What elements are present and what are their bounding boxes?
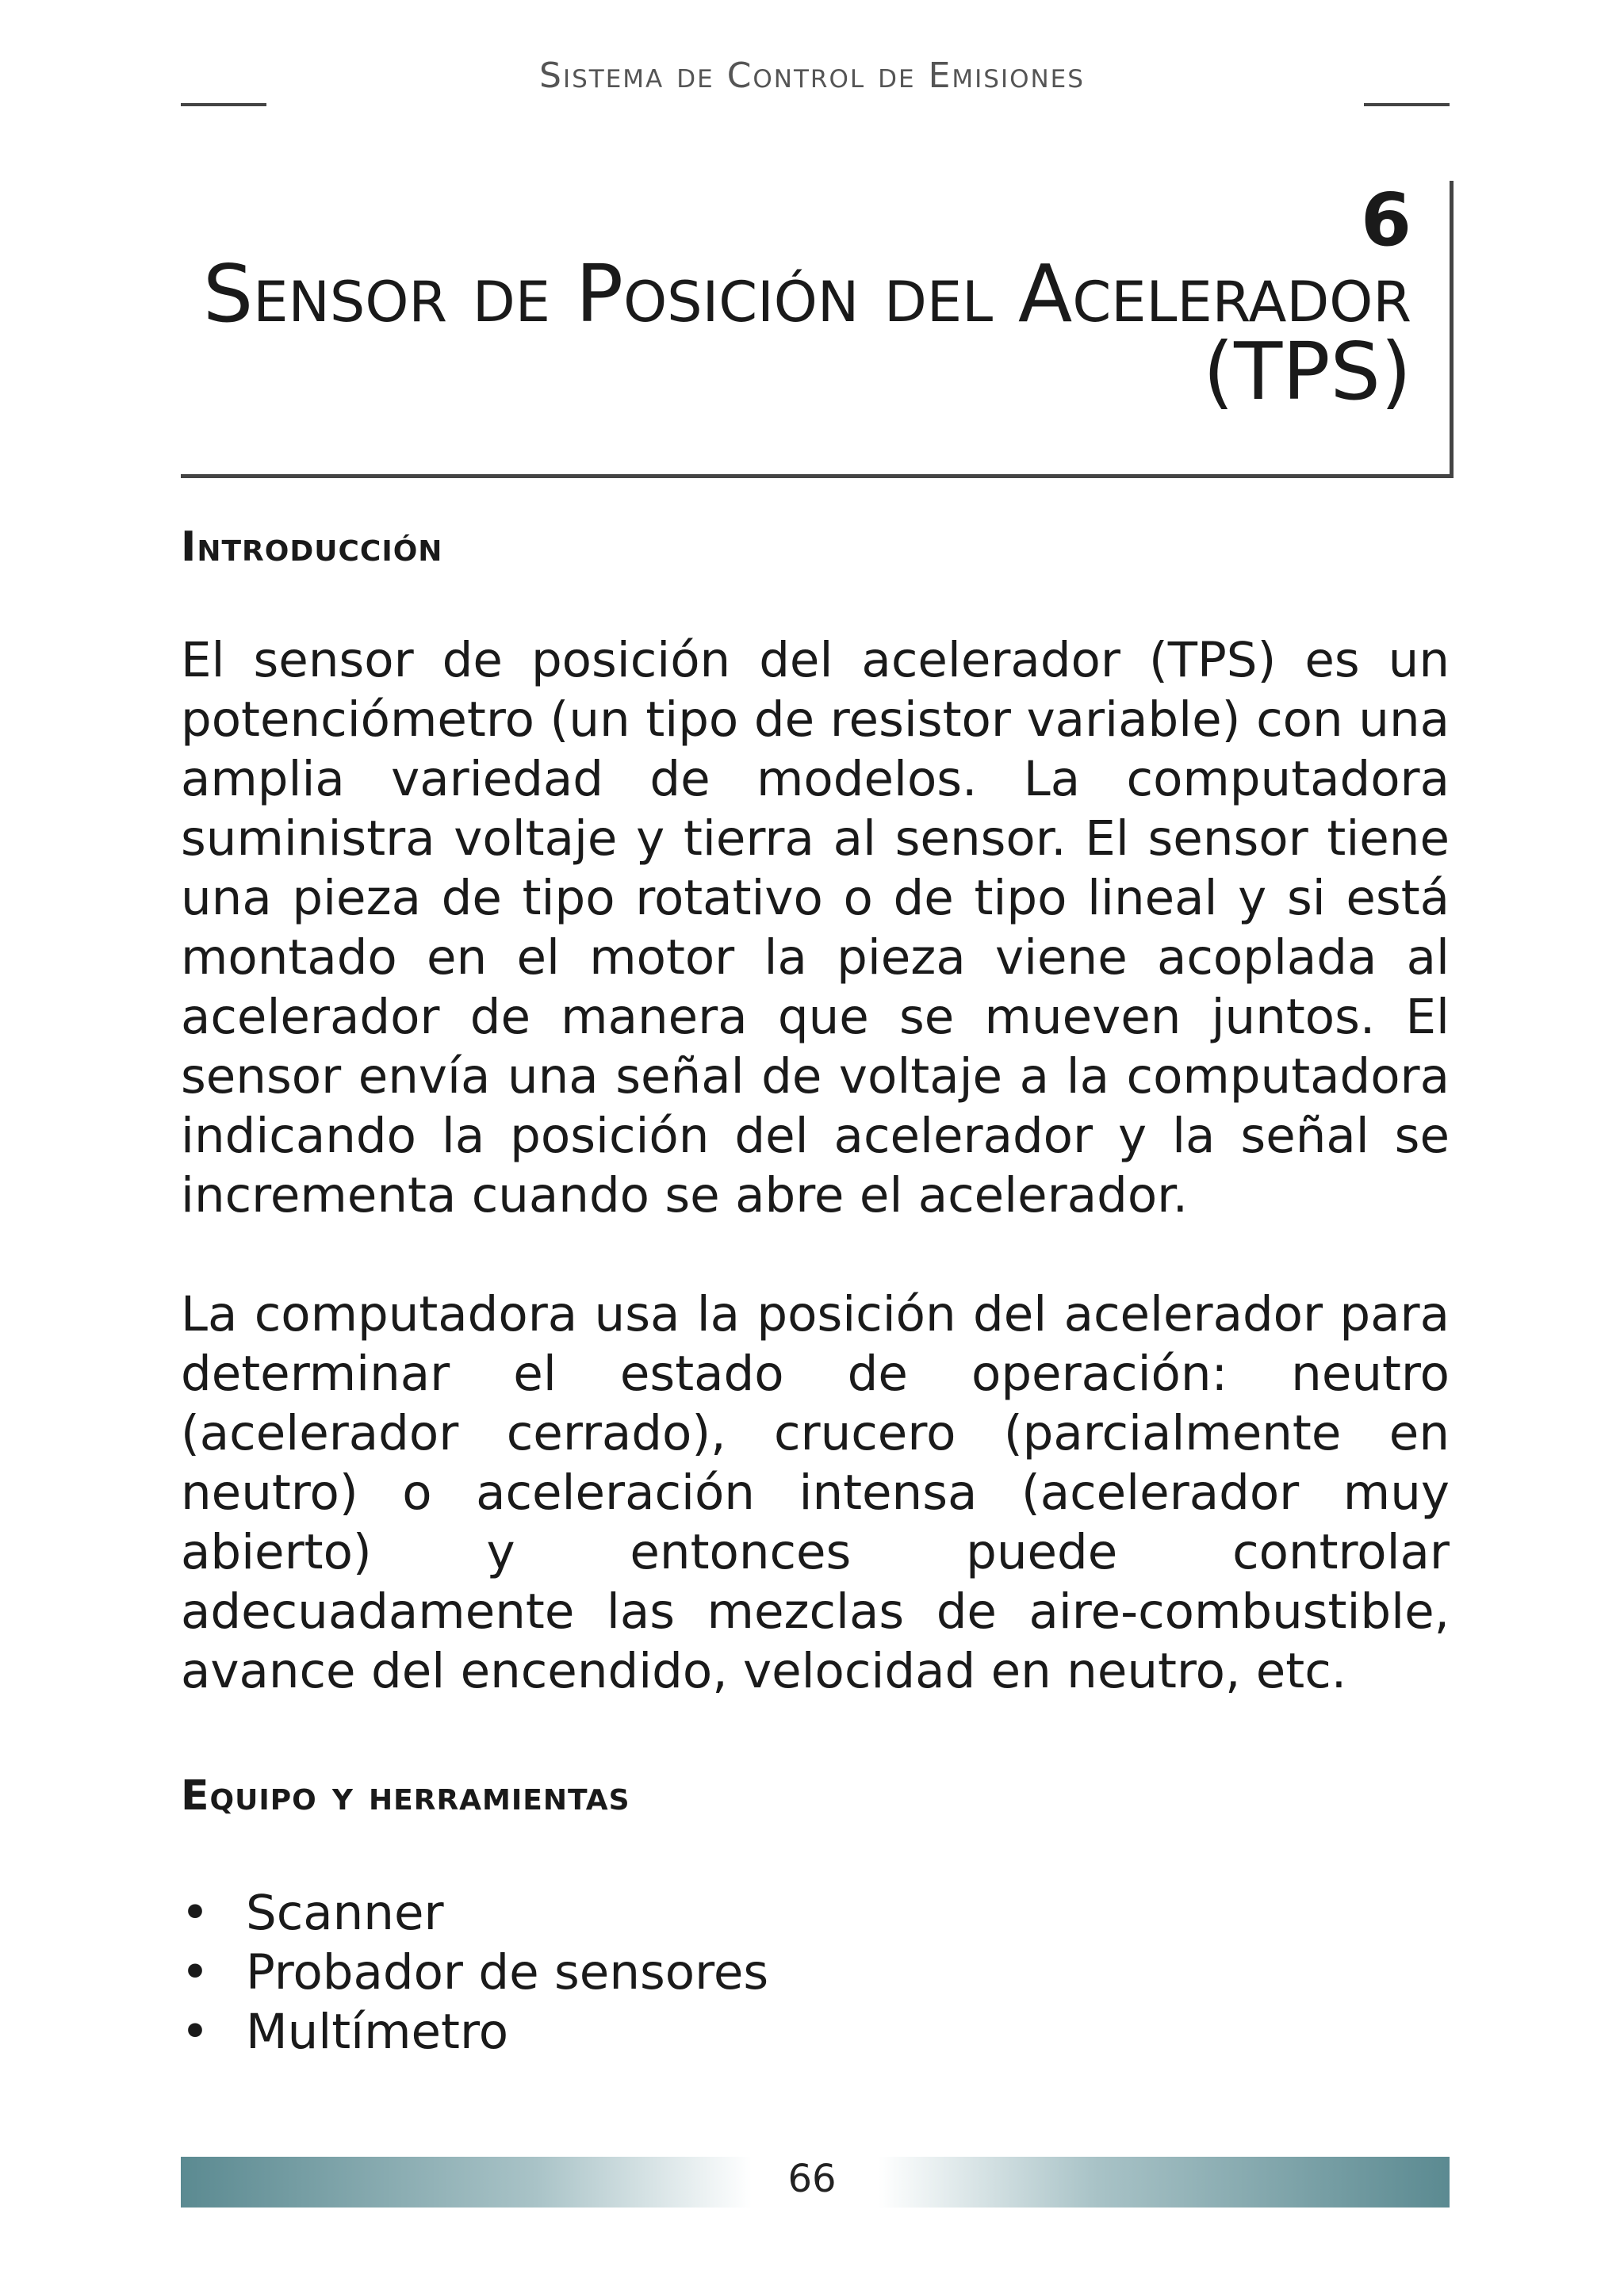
bullet-icon: • (181, 1944, 209, 2001)
list-item (181, 1883, 768, 1943)
list-item-label: Scanner (246, 1885, 444, 1941)
section-heading-equipment: Equipo y herramientas (181, 1772, 630, 1820)
bullet-icon: • (181, 1885, 209, 1941)
page-number: 66 (787, 2157, 837, 2201)
chapter-number: 6 (1360, 178, 1411, 262)
section-heading-introduction: Introducción (181, 523, 443, 571)
list-item-label: Multímetro (246, 2004, 509, 2060)
tool-list (181, 1883, 768, 2062)
bullet-icon: • (181, 2004, 209, 2060)
paragraph-intro-2: La computadora usa la posición del acelerador para determinar el estado de operación: neutro (acelerador cerrado), crucero (parcialmente en neutro) o aceleración intensa (acelerador muy abierto) y entonces puede controlar adecuadamente las mezclas de aire-combustible, avance del encendido, velocidad en neutro, etc. (181, 1286, 1450, 1699)
list-item (181, 2002, 768, 2062)
list-item (181, 1943, 768, 2002)
chapter-title-block (181, 178, 1454, 478)
list-item-label: Probador de sensores (246, 1944, 769, 2001)
chapter-title: Sensor de Posición del Acelerador (202, 247, 1411, 340)
header-rule-right (1364, 103, 1450, 106)
chapter-title-abbreviation: (TPS) (1203, 325, 1411, 418)
header-rule-left (181, 103, 266, 106)
paragraph-intro-1: El sensor de posición del acelerador (TPS) es un potenciómetro (un tipo de resistor variable) con una amplia variedad de modelos. La computadora suministra voltaje y tierra al sensor. El sensor tiene una pieza de tipo rotativo o de tipo lineal y si está montado en el motor la pieza viene acoplada al acelerador de manera que se mueven juntos. El sensor envía una señal de voltaje a la computadora indicando la posición del acelerador y la señal se incrementa cuando se abre el acelerador. (181, 632, 1450, 1223)
running-header: Sistema de Control de Emisiones (539, 56, 1085, 96)
